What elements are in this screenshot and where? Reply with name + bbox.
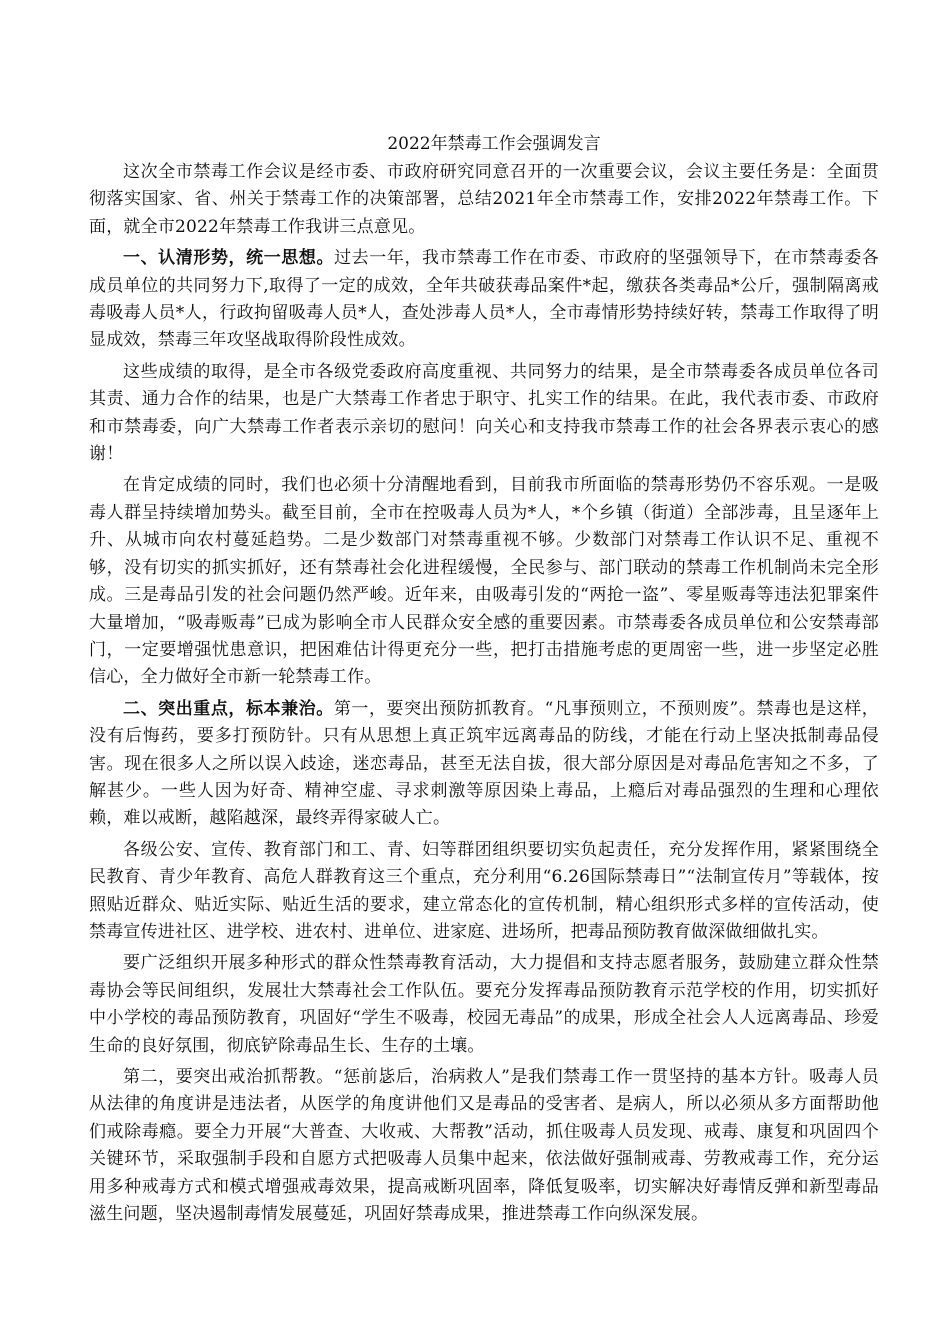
paragraph-text: 这次全市禁毒工作会议是经市委、市政府研究同意召开的一次重要会议，会议主要任务是：全面贯彻落实国家、省、州关于禁毒工作的决策部署，总结2021年全市禁毒工作，安排2022年禁毒工作。下面，就全市2022年禁毒工作我讲三点意见。 (89, 162, 879, 237)
paragraph-text: 要广泛组织开展多种形式的群众性禁毒教育活动，大力提倡和支持志愿者服务，鼓励建立群众性禁毒协会等民间组织，发展壮大禁毒社会工作队伍。要充分发挥毒品预防教育示范学校的作用，切实抓好中小学校的毒品预防教育，巩固好“学生不吸毒，校园无毒品”的成果，形成全社会人人远离毒品、珍爱生命的良好氛围，彻底铲除毒品生长、生存的土壤。 (89, 953, 879, 1056)
paragraph-text: 各级公安、宣传、教育部门和工、青、妇等群团组织要切实负起责任，充分发挥作用，紧紧围绕全民教育、青少年教育、高危人群教育这三个重点，充分利用“6.26国际禁毒日”“法制宣传月”等载体，按照贴近群众、贴近实际、贴近生活的要求，建立常态化的宣传机制，精心组织形式多样的宣传活动，使禁毒宣传进社区、进学校、进农村、进单位、进家庭、进场所，把毒品预防教育做深做细做扎实。 (89, 839, 879, 942)
paragraph-activities (89, 950, 879, 1060)
paragraph-text: 这些成绩的取得，是全市各级党委政府高度重视、共同努力的结果，是全市禁毒委各成员单位各司其责、通力合作的结果，也是广大禁毒工作者忠于职守、扎实工作的结果。在此，我代表市委、市政府和市禁毒委，向广大禁毒工作者表示亲切的慰问！向关心和支持我市禁毒工作的社会各界表示衷心的感谢！ (89, 361, 879, 465)
document-title: 2022年禁毒工作会强调发言 (387, 134, 601, 154)
paragraph-treatment (89, 1064, 879, 1228)
paragraph-departments (89, 837, 879, 947)
paragraph-text: 在肯定成绩的同时，我们也必须十分清醒地看到，目前我市所面临的禁毒形势仍不容乐观。一是吸毒人群呈持续增加势头。截至目前，全市在控吸毒人员为*人，*个乡镇（街道）全部涉毒，且呈逐年上升、从城市向农村蔓延趋势。二是少数部门对禁毒重视不够。少数部门对禁毒工作认识不足、重视不够，没有切实的抓实抓好，还有禁毒社会化进程缓慢，全民参与、部门联动的禁毒工作机制尚未完全形成。三是毒品引发的社会问题仍然严峻。近年来，由吸毒引发的“两抢一盗”、零星贩毒等违法犯罪案件大量增加，“吸毒贩毒”已成为影响全市人民群众安全感的重要因素。市禁毒委各成员单位和公安禁毒部门，一定要增强忧患意识，把困难估计得更充分一些，把打击措施考虑的更周密一些，进一步坚定必胜信心，全力做好全市新一轮禁毒工作。 (89, 475, 879, 688)
paragraph-text: 第一，要突出预防抓教育。“凡事预则立，不预则废”。禁毒也是这样，没有后悔药，要多打预防针。只有从思想上真正筑牢远离毒品的防线，才能在行动上坚决抵制毒品侵害。现在很多人之所以误入歧途，迷恋毒品，甚至无法自拔，很大部分原因是对毒品危害知之不多，了解甚少。一些人因为好奇、精神空虚、寻求刺激等原因染上毒品，上瘾后对毒品强烈的生理和心理依赖，难以戒断，越陷越深，最终弄得家破人亡。 (89, 698, 879, 829)
paragraph-text: 过去一年，我市禁毒工作在市委、市政府的坚强领导下，在市禁毒委各成员单位的共同努力下,取得了一定的成效，全年共破获毒品案件*起，缴获各类毒品*公斤，强制隔离戒毒吸毒人员*人，行政拘留吸毒人员*人，查处涉毒人员*人，全市毒情形势持续好转，禁毒工作取得了明显成效，禁毒三年攻坚战取得阶段性成效。 (89, 248, 879, 351)
paragraph-situation (89, 472, 879, 691)
paragraph-text: 第二，要突出戒治抓帮教。“惩前毖后，治病救人”是我们禁毒工作一贯坚持的基本方针。吸毒人员从法律的角度讲是违法者，从医学的角度讲他们又是毒品的受害者、是病人，所以必须从多方面帮助他们戒除毒瘾。要全力开展“大普查、大收戒、大帮教”活动，抓住吸毒人员发现、戒毒、康复和巩固四个关键环节，采取强制手段和自愿方式把吸毒人员集中起来，依法做好强制戒毒、劳教戒毒工作，充分运用多种戒毒方式和模式增强戒毒效果，提高戒断巩固率，降低复吸率，切实解决好毒情反弹和新型毒品滋生问题，坚决遏制毒情发展蔓延，巩固好禁毒成果，推进禁毒工作向纵深发展。 (89, 1067, 879, 1225)
paragraph-intro (89, 159, 879, 241)
paragraph-achievements (89, 359, 879, 469)
paragraph-section-two (89, 696, 879, 833)
paragraph-section-one (89, 245, 879, 355)
section-heading: 一、认清形势，统一思想。 (123, 248, 335, 269)
document-page (89, 132, 879, 1232)
section-heading: 二、突出重点，标本兼治。 (123, 698, 334, 719)
